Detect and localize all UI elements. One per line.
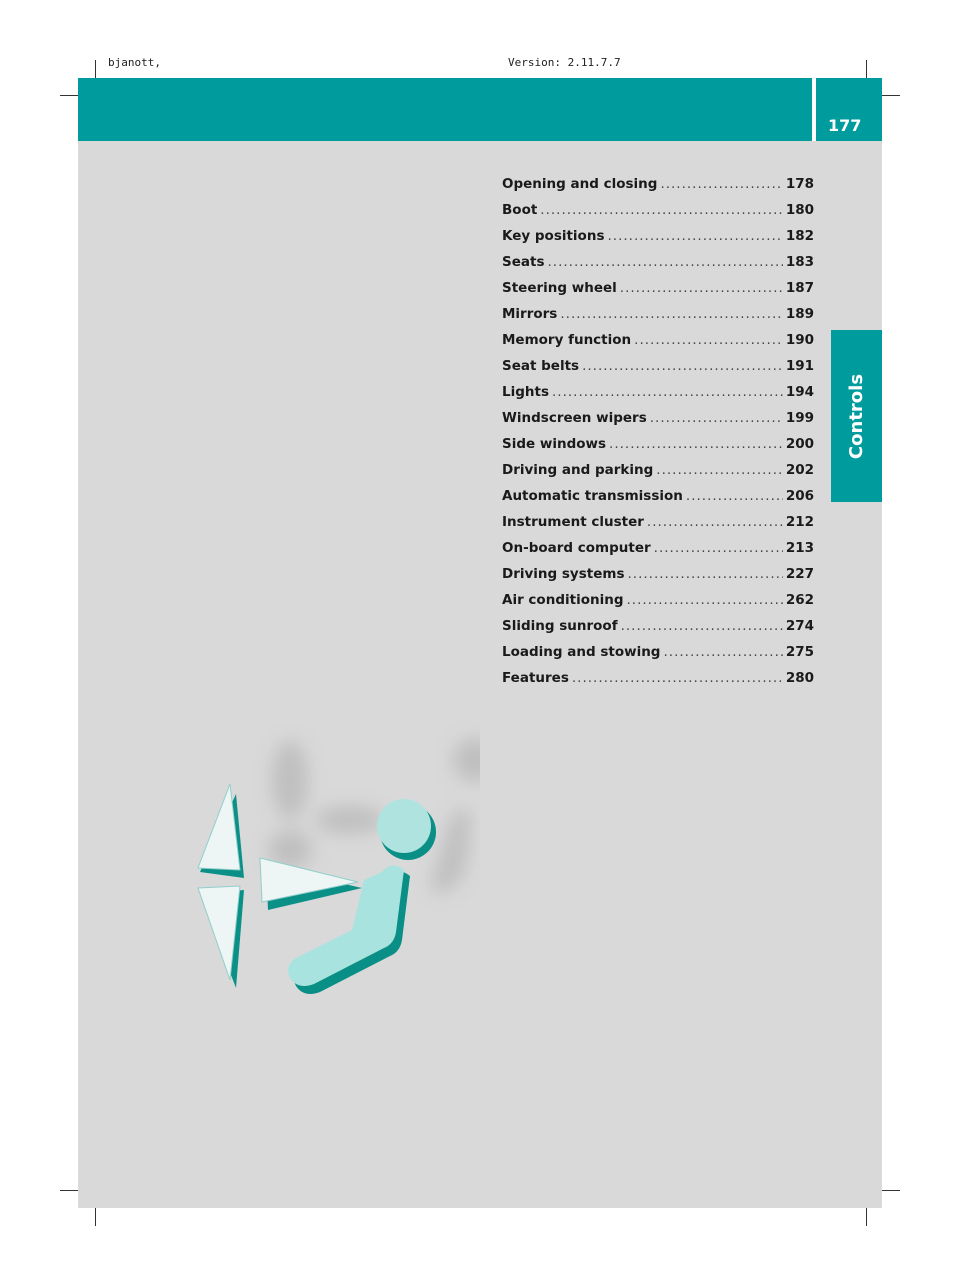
toc-leader-dots bbox=[547, 249, 782, 275]
toc-entry[interactable] bbox=[502, 301, 814, 327]
toc-entry-page: 189 bbox=[785, 306, 814, 322]
toc-entry-title: Steering wheel bbox=[502, 280, 617, 296]
toc-entry[interactable] bbox=[502, 587, 814, 613]
toc-entry-title: Driving and parking bbox=[502, 462, 654, 478]
crop-mark bbox=[882, 1190, 900, 1191]
toc-entry[interactable] bbox=[502, 223, 814, 249]
toc-entry[interactable] bbox=[502, 535, 814, 561]
toc-entry-title: Instrument cluster bbox=[502, 514, 644, 530]
toc-leader-dots bbox=[582, 353, 783, 379]
crop-mark bbox=[60, 1190, 78, 1191]
toc-entry[interactable] bbox=[502, 249, 814, 275]
toc-entry-page: 202 bbox=[785, 462, 814, 478]
toc-entry-title: Side windows bbox=[502, 436, 607, 452]
crop-mark bbox=[95, 1208, 96, 1226]
toc-entry-title: Seat belts bbox=[502, 358, 580, 374]
toc-entry-title: Automatic transmission bbox=[502, 488, 683, 504]
toc-leader-dots bbox=[621, 613, 783, 639]
toc-entry-page: 178 bbox=[785, 176, 814, 192]
toc-leader-dots bbox=[654, 535, 783, 561]
toc-entry-title: On-board computer bbox=[502, 540, 651, 556]
toc-entry[interactable] bbox=[502, 353, 814, 379]
toc-entry-title: Memory function bbox=[502, 332, 632, 348]
toc-entry-title: Windscreen wipers bbox=[502, 410, 647, 426]
toc-entry[interactable] bbox=[502, 197, 814, 223]
side-tab-text: Controls bbox=[846, 373, 867, 459]
crop-mark bbox=[882, 95, 900, 96]
side-tab-label bbox=[831, 330, 882, 502]
toc-entry-page: 262 bbox=[785, 592, 814, 608]
toc-leader-dots bbox=[650, 405, 783, 431]
toc-entry-page: 183 bbox=[785, 254, 814, 270]
toc-entry[interactable] bbox=[502, 431, 814, 457]
toc-leader-dots bbox=[647, 509, 783, 535]
toc-entry-page: 190 bbox=[785, 332, 814, 348]
toc-entry[interactable] bbox=[502, 483, 814, 509]
toc-entry-page: 191 bbox=[785, 358, 814, 374]
toc-entry-title: Driving systems bbox=[502, 566, 625, 582]
toc-leader-dots bbox=[686, 483, 783, 509]
toc-entry-page: 275 bbox=[785, 644, 814, 660]
toc-leader-dots bbox=[663, 639, 782, 665]
toc-entry-title: Features bbox=[502, 670, 569, 686]
toc-leader-dots bbox=[626, 587, 782, 613]
toc-entry-title: Loading and stowing bbox=[502, 644, 661, 660]
toc-entry-title: Sliding sunroof bbox=[502, 618, 618, 634]
toc-leader-dots bbox=[560, 301, 782, 327]
page-number: 177 bbox=[828, 116, 862, 135]
toc-entry[interactable] bbox=[502, 639, 814, 665]
crop-mark bbox=[866, 1208, 867, 1226]
toc-leader-dots bbox=[540, 197, 783, 223]
toc-entry-page: 212 bbox=[785, 514, 814, 530]
toc-entry-title: Key positions bbox=[502, 228, 605, 244]
toc-entry[interactable] bbox=[502, 665, 814, 691]
toc-entry-page: 182 bbox=[785, 228, 814, 244]
toc-leader-dots bbox=[634, 327, 783, 353]
toc-entry-page: 274 bbox=[785, 618, 814, 634]
toc-entry[interactable] bbox=[502, 275, 814, 301]
slug-right: Version: 2.11.7.7 bbox=[508, 56, 621, 68]
toc-entry-title: Air conditioning bbox=[502, 592, 624, 608]
toc-leader-dots bbox=[660, 171, 782, 197]
toc-leader-dots bbox=[620, 275, 783, 301]
toc-entry-page: 213 bbox=[785, 540, 814, 556]
toc-entry[interactable] bbox=[502, 561, 814, 587]
toc-entry-page: 200 bbox=[785, 436, 814, 452]
crop-mark bbox=[60, 95, 78, 96]
toc-entry-page: 194 bbox=[785, 384, 814, 400]
toc-leader-dots bbox=[607, 223, 782, 249]
toc-entry[interactable] bbox=[502, 613, 814, 639]
header-bar bbox=[78, 78, 812, 141]
toc-leader-dots bbox=[656, 457, 783, 483]
toc-leader-dots bbox=[572, 665, 783, 691]
toc-entry-page: 187 bbox=[785, 280, 814, 296]
toc-entry-page: 227 bbox=[785, 566, 814, 582]
toc-entry-page: 280 bbox=[785, 670, 814, 686]
toc-entry-title: Seats bbox=[502, 254, 545, 270]
toc-entry-title: Boot bbox=[502, 202, 538, 218]
toc-leader-dots bbox=[627, 561, 782, 587]
seat-adjustment-icon bbox=[180, 700, 480, 1014]
crop-mark bbox=[866, 60, 867, 78]
toc-entry[interactable] bbox=[502, 171, 814, 197]
toc-entry-title: Mirrors bbox=[502, 306, 558, 322]
table-of-contents bbox=[502, 171, 814, 691]
crop-mark bbox=[95, 60, 96, 78]
toc-entry[interactable] bbox=[502, 509, 814, 535]
toc-entry-page: 180 bbox=[785, 202, 814, 218]
toc-entry[interactable] bbox=[502, 379, 814, 405]
toc-entry-title: Lights bbox=[502, 384, 549, 400]
toc-entry-page: 206 bbox=[785, 488, 814, 504]
slug-left: bjanott, bbox=[108, 56, 161, 68]
toc-entry-page: 199 bbox=[785, 410, 814, 426]
toc-entry[interactable] bbox=[502, 327, 814, 353]
toc-entry-title: Opening and closing bbox=[502, 176, 658, 192]
toc-leader-dots bbox=[552, 379, 783, 405]
toc-leader-dots bbox=[609, 431, 783, 457]
toc-entry[interactable] bbox=[502, 405, 814, 431]
toc-entry[interactable] bbox=[502, 457, 814, 483]
